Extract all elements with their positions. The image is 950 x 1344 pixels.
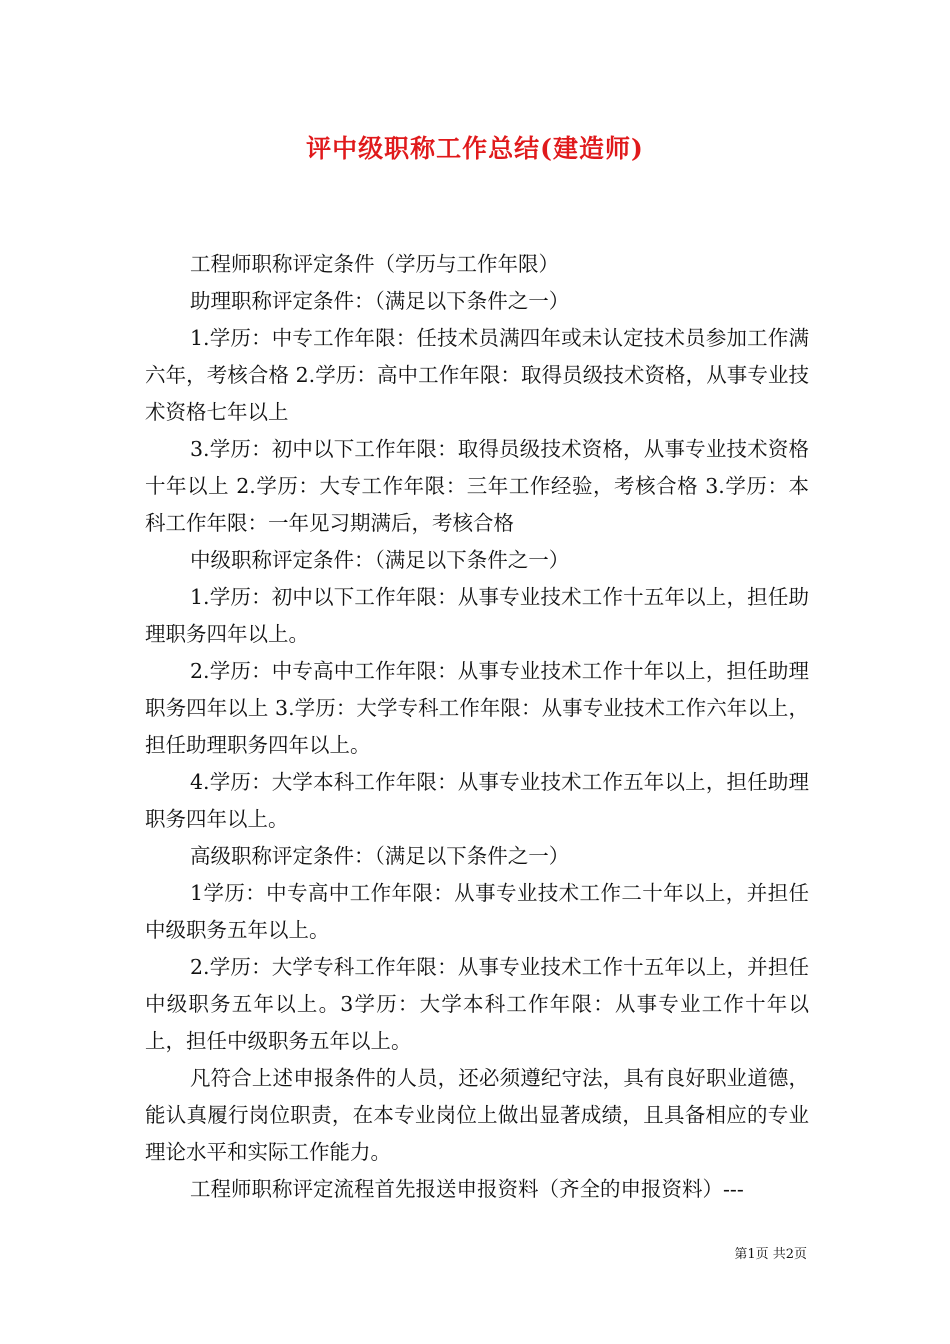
paragraph: 凡符合上述申报条件的人员，还必须遵纪守法，具有良好职业道德，能认真履行岗位职责，在本专业岗位上做出显著成绩，且具备相应的专业理论水平和实际工作能力。 <box>145 1066 809 1164</box>
paragraph: 1.学历：中专工作年限：任技术员满四年或未认定技术员参加工作满六年，考核合格 2.学历：高中工作年限：取得员级技术资格，从事专业技术资格七年以上 <box>145 326 809 424</box>
document-title: 评中级职称工作总结(建造师) <box>306 134 644 163</box>
paragraph: 1.学历：初中以下工作年限：从事专业技术工作十五年以上，担任助理职务四年以上。 <box>145 585 809 646</box>
paragraph: 1学历：中专高中工作年限：从事专业技术工作二十年以上，并担任中级职务五年以上。 <box>145 881 809 942</box>
paragraph: 助理职称评定条件：（满足以下条件之一） <box>190 289 570 313</box>
paragraph: 2.学历：大学专科工作年限：从事专业技术工作十五年以上，并担任中级职务五年以上。3学历：大学本科工作年限：从事专业工作十年以上，担任中级职务五年以上。 <box>145 955 809 1053</box>
paragraph: 高级职称评定条件：（满足以下条件之一） <box>190 844 570 868</box>
page-number: 第1页 共2页 <box>734 1247 807 1262</box>
paragraph: 4.学历：大学本科工作年限：从事专业技术工作五年以上，担任助理职务四年以上。 <box>145 770 809 831</box>
paragraph: 3.学历：初中以下工作年限：取得员级技术资格，从事专业技术资格十年以上 2.学历：大专工作年限：三年工作经验，考核合格 3.学历：本科工作年限：一年见习期满后，考核合格 <box>145 437 809 535</box>
document-body <box>145 246 809 1208</box>
paragraph: 工程师职称评定条件（学历与工作年限） <box>190 252 559 276</box>
paragraph: 工程师职称评定流程首先报送申报资料（齐全的申报资料）--- <box>190 1177 744 1201</box>
paragraph: 中级职称评定条件：（满足以下条件之一） <box>190 548 570 572</box>
paragraph: 2.学历：中专高中工作年限：从事专业技术工作十年以上，担任助理职务四年以上 3.学历：大学专科工作年限：从事专业技术工作六年以上，担任助理职务四年以上。 <box>145 659 809 757</box>
